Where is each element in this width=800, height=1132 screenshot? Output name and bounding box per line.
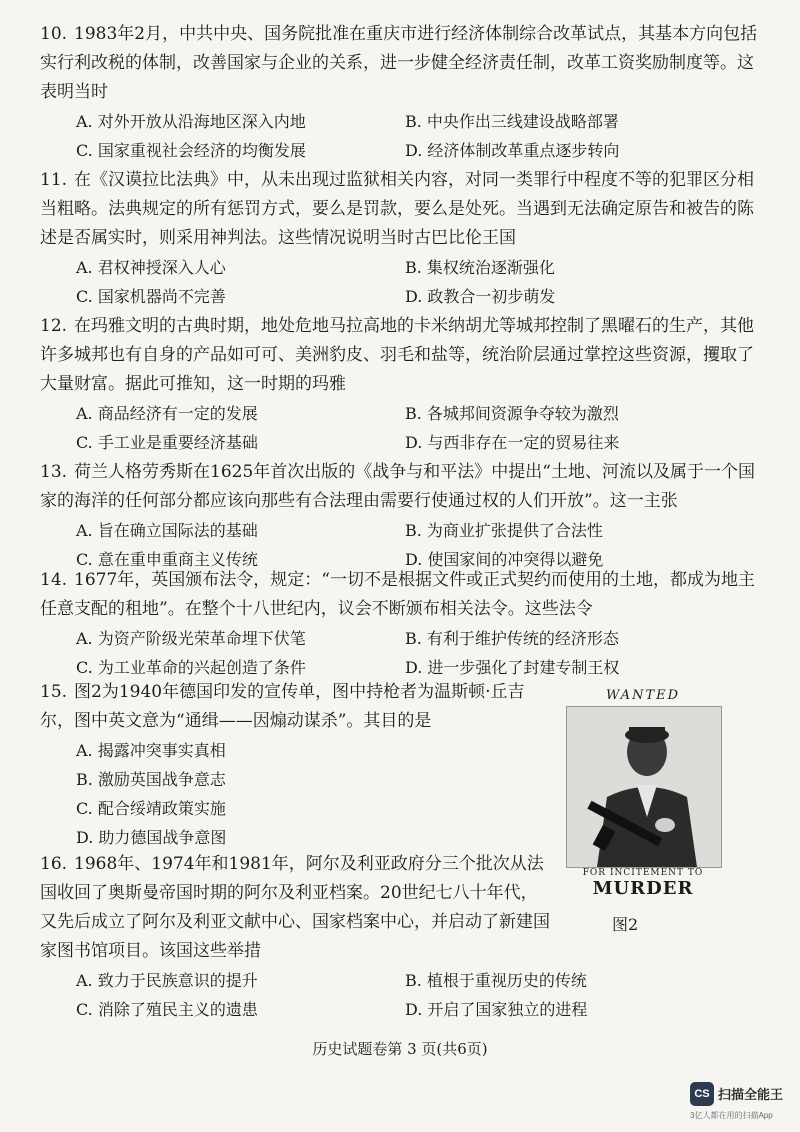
question-number: 15.: [40, 682, 68, 702]
page-footer: 历史试题卷第 3 页(共6页): [312, 1040, 488, 1058]
option-b: B. 中央作出三线建设战略部署: [405, 112, 619, 131]
poster-word: MURDER: [592, 878, 694, 899]
option-d: D. 与西非存在一定的贸易往来: [405, 433, 620, 452]
option-c: C. 消除了殖民主义的遗患: [76, 1000, 258, 1019]
option-d: D. 经济体制改革重点逐步转向: [405, 141, 620, 160]
question-stem: 1968年、1974年和1981年，阿尔及利亚政府分三个批次从法国收回了奥斯曼帝国时期的阿尔及利亚档案。20世纪七八十年代，又先后成立了阿尔及利亚文献中心、国家档案中心，并启动了新建国家图书馆项目。该国这些举措: [40, 854, 550, 961]
option-list: [40, 624, 760, 682]
option-d: D. 政教合一初步萌发: [405, 287, 556, 306]
option-b: B. 集权统治逐渐强化: [405, 258, 555, 277]
question-number: 11.: [40, 170, 68, 190]
option-c: C. 国家机器尚不完善: [76, 287, 226, 306]
option-d: D. 开启了国家独立的进程: [405, 1000, 588, 1019]
scanner-watermark: [690, 1082, 800, 1122]
option-a: A. 君权神授深入人心: [76, 258, 226, 277]
option-b: B. 激励英国战争意志: [76, 770, 226, 789]
option-list: [40, 107, 760, 165]
option-list: [40, 253, 760, 311]
question-number: 12.: [40, 316, 68, 336]
question-15: [40, 678, 550, 852]
question-16: [40, 850, 760, 1024]
option-b: B. 各城邦间资源争夺较为激烈: [405, 404, 619, 423]
option-c: C. 意在重申重商主义传统: [76, 550, 258, 569]
option-d: D. 助力德国战争意图: [76, 828, 227, 847]
option-a: A. 商品经济有一定的发展: [76, 404, 258, 423]
brand-tagline: 3亿人都在用的扫描App: [690, 1111, 773, 1120]
camscanner-logo-icon: CS: [690, 1082, 714, 1106]
figure-caption: 图2: [612, 915, 639, 934]
question-11: [40, 166, 760, 311]
option-list: [40, 399, 760, 457]
question-13: [40, 458, 760, 574]
question-number: 16.: [40, 854, 68, 874]
question-12: [40, 312, 760, 457]
option-list: [40, 736, 550, 852]
poster-subtitle: FOR INCITEMENT TO: [582, 868, 704, 878]
option-a: A. 旨在确立国际法的基础: [76, 521, 258, 540]
option-c: C. 配合绥靖政策实施: [76, 799, 226, 818]
question-stem: 1677年，英国颁布法令，规定：“一切不是根据文件或正式契约而使用的土地，都成为地主任意支配的租地”。在整个十八世纪内，议会不断颁布相关法令。这些法令: [40, 570, 755, 619]
churchill-illustration: [567, 707, 721, 867]
question-14: [40, 566, 760, 682]
churchill-photo: [566, 706, 722, 868]
option-a: A. 对外开放从沿海地区深入内地: [76, 112, 306, 131]
question-number: 14.: [40, 570, 68, 590]
option-d: D. 进一步强化了封建专制王权: [405, 658, 620, 677]
question-stem: 在《汉谟拉比法典》中，从未出现过监狱相关内容，对同一类罪行中程度不等的犯罪区分相当粗略。法典规定的所有惩罚方式，要么是罚款，要么是处死。当遇到无法确定原告和被告的陈述是否属实时，则采用神判法。这些情况说明当时古巴比伦王国: [40, 170, 754, 248]
poster-heading: WANTED: [605, 688, 681, 703]
option-c: C. 国家重视社会经济的均衡发展: [76, 141, 306, 160]
option-b: B. 有利于维护传统的经济形态: [405, 629, 619, 648]
option-c: C. 为工业革命的兴起创造了条件: [76, 658, 306, 677]
question-10: [40, 20, 760, 165]
option-a: A. 揭露冲突事实真相: [76, 741, 226, 760]
option-b: B. 为商业扩张提供了合法性: [405, 521, 603, 540]
question-stem: 1983年2月，中共中央、国务院批准在重庆市进行经济体制综合改革试点，其基本方向包括实行利改税的体制，改善国家与企业的关系，进一步健全经济责任制，改革工资奖励制度等。这表明当时: [40, 24, 758, 102]
question-stem: 在玛雅文明的古典时期，地处危地马拉高地的卡米纳胡尤等城邦控制了黑曜石的生产，其他许多城邦也有自身的产品如可可、美洲豹皮、羽毛和盐等，统治阶层通过掌控这些资源，攫取了大量财富。据此可推知，这一时期的玛雅: [40, 316, 754, 394]
option-b: B. 植根于重视历史的传统: [405, 971, 587, 990]
option-list: [40, 966, 760, 1024]
option-a: A. 致力于民族意识的提升: [76, 971, 258, 990]
brand-name: 扫描全能王: [718, 1087, 784, 1102]
question-number: 13.: [40, 462, 68, 482]
question-stem: 图2为1940年德国印发的宣传单，图中持枪者为温斯顿·丘吉尔，图中英文意为“通缉——因煽动谋杀”。其目的是: [40, 682, 525, 731]
option-c: C. 手工业是重要经济基础: [76, 433, 258, 452]
option-a: A. 为资产阶级光荣革命埋下伏笔: [76, 629, 306, 648]
question-stem: 荷兰人格劳秀斯在1625年首次出版的《战争与和平法》中提出“土地、河流以及属于一个国家的海洋的任何部分都应该向那些有合法理由需要行使通过权的人们开放”。这一主张: [40, 462, 755, 511]
option-d: D. 使国家间的冲突得以避免: [405, 550, 604, 569]
question-number: 10.: [40, 24, 68, 44]
